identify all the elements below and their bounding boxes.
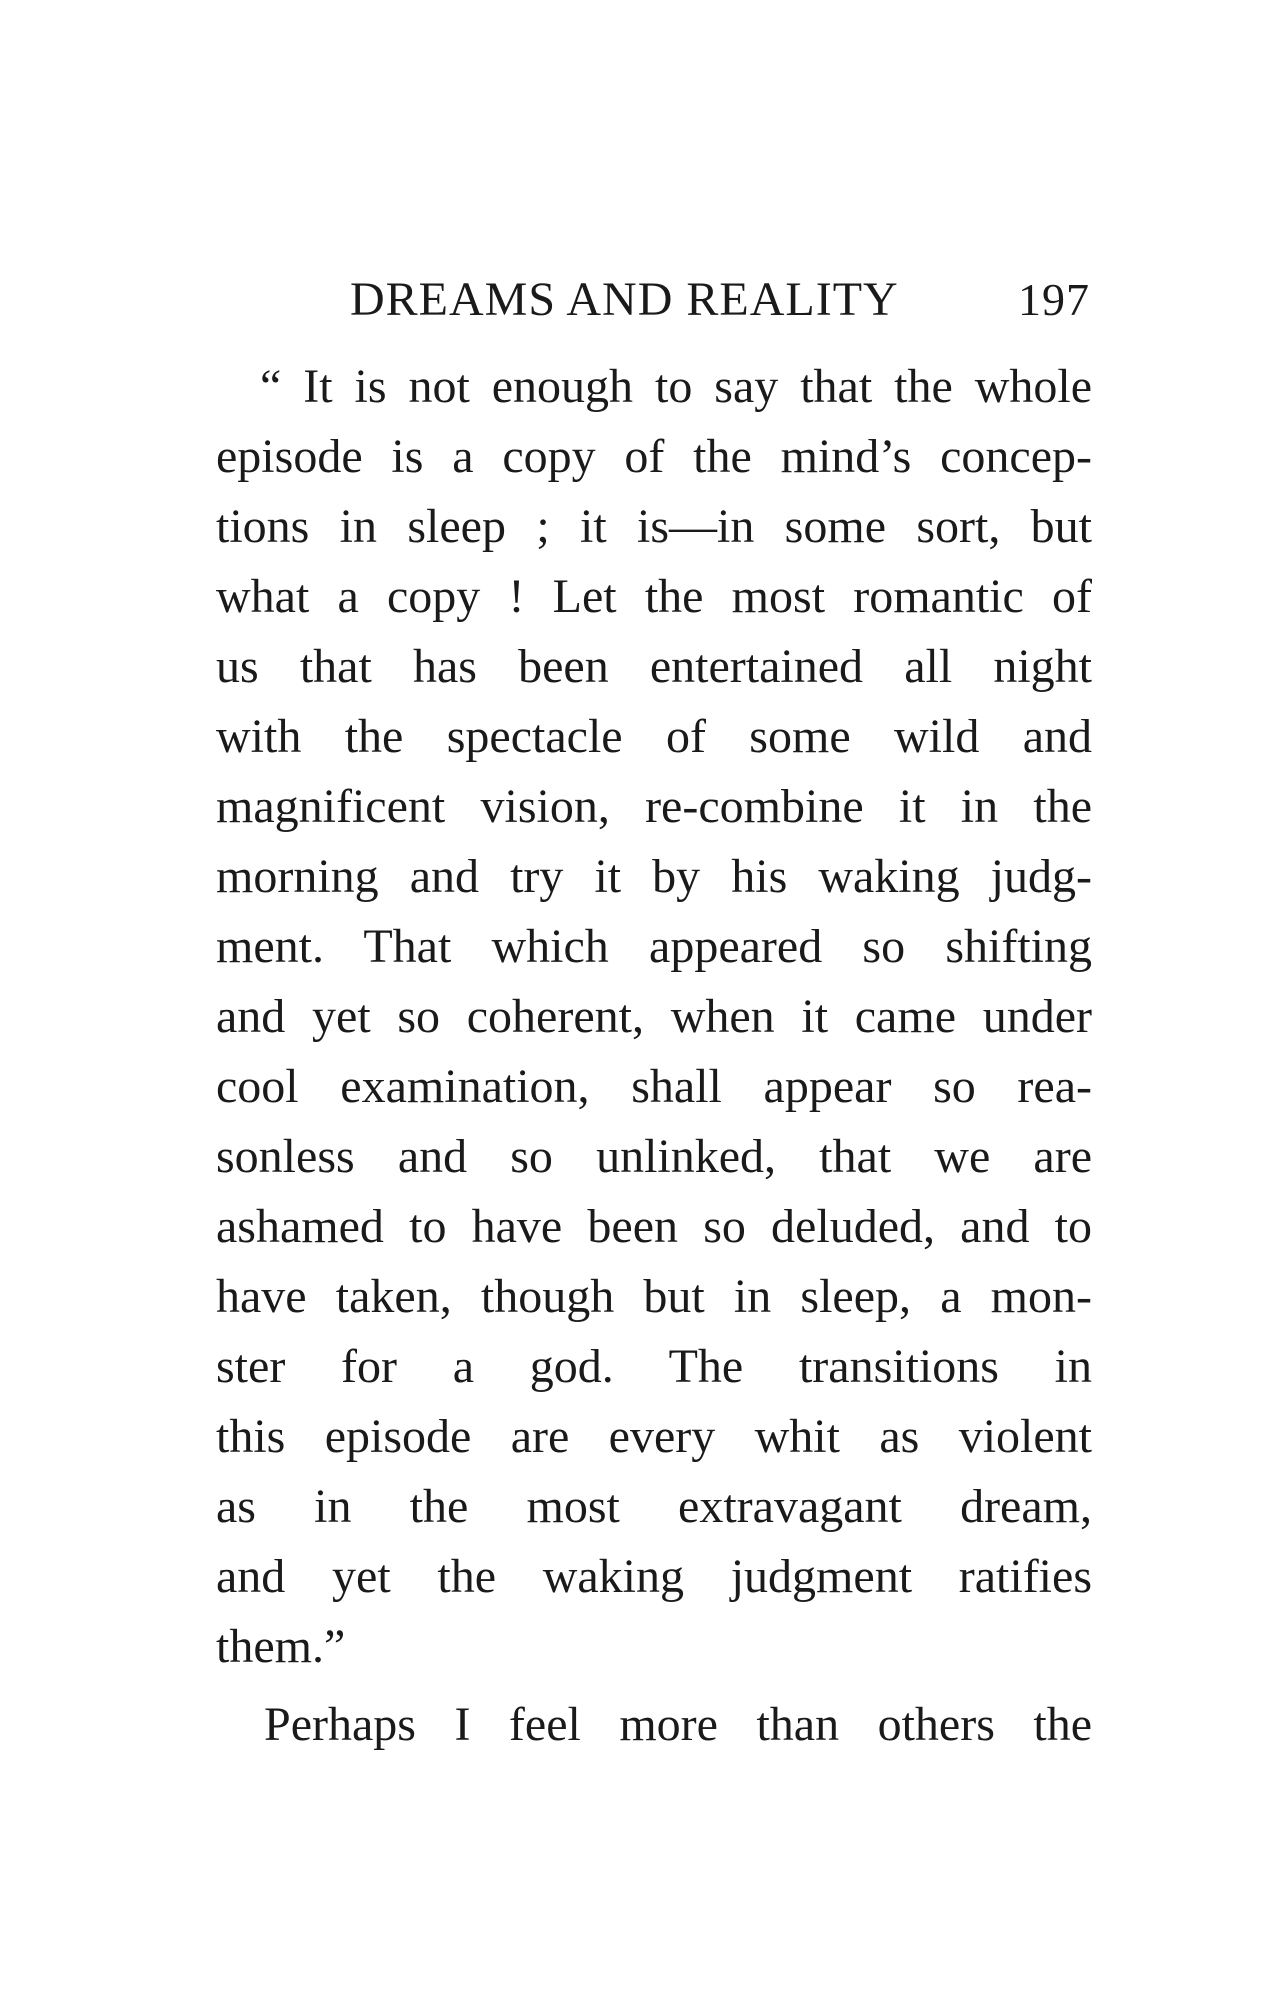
text-line: with the spectacle of some wild and [216,710,1092,763]
text-line: them.” [216,1620,346,1673]
paragraph [216,1690,1092,1760]
running-head [350,268,1090,332]
text-line: and yet the waking judgment ratifies [216,1550,1092,1603]
text-line: ment. That which appeared so shifting [216,920,1092,973]
text-line: “ It is not enough to say that the whole [260,360,1092,413]
text-line: morning and try it by his waking judg- [216,850,1092,903]
paragraph-spacer [216,1682,1092,1690]
text-line: and yet so coherent, when it came under [216,990,1092,1043]
page-number: 197 [1018,274,1090,325]
text-line: as in the most extravagant dream, [216,1480,1092,1533]
text-line: what a copy ! Let the most romantic of [216,570,1092,623]
text-line: ashamed to have been so deluded, and to [216,1200,1092,1253]
body-text [216,352,1092,1760]
text-line: episode is a copy of the mind’s concep- [216,430,1092,483]
text-line: cool examination, shall appear so rea- [216,1060,1092,1113]
paragraph-quotation [216,352,1092,1682]
text-line: tions in sleep ; it is—in some sort, but [216,500,1092,553]
text-line: Perhaps I feel more than others the [264,1698,1092,1751]
text-line: magnificent vision, re-combine it in the [216,780,1092,833]
text-line: sonless and so unlinked, that we are [216,1130,1092,1183]
text-line: us that has been entertained all night [216,640,1092,693]
text-line: ster for a god. The transitions in [216,1340,1092,1393]
running-head-title: DREAMS AND REALITY [350,273,899,326]
text-line: this episode are every whit as violent [216,1410,1092,1463]
text-line: have taken, though but in sleep, a mon- [216,1270,1092,1323]
